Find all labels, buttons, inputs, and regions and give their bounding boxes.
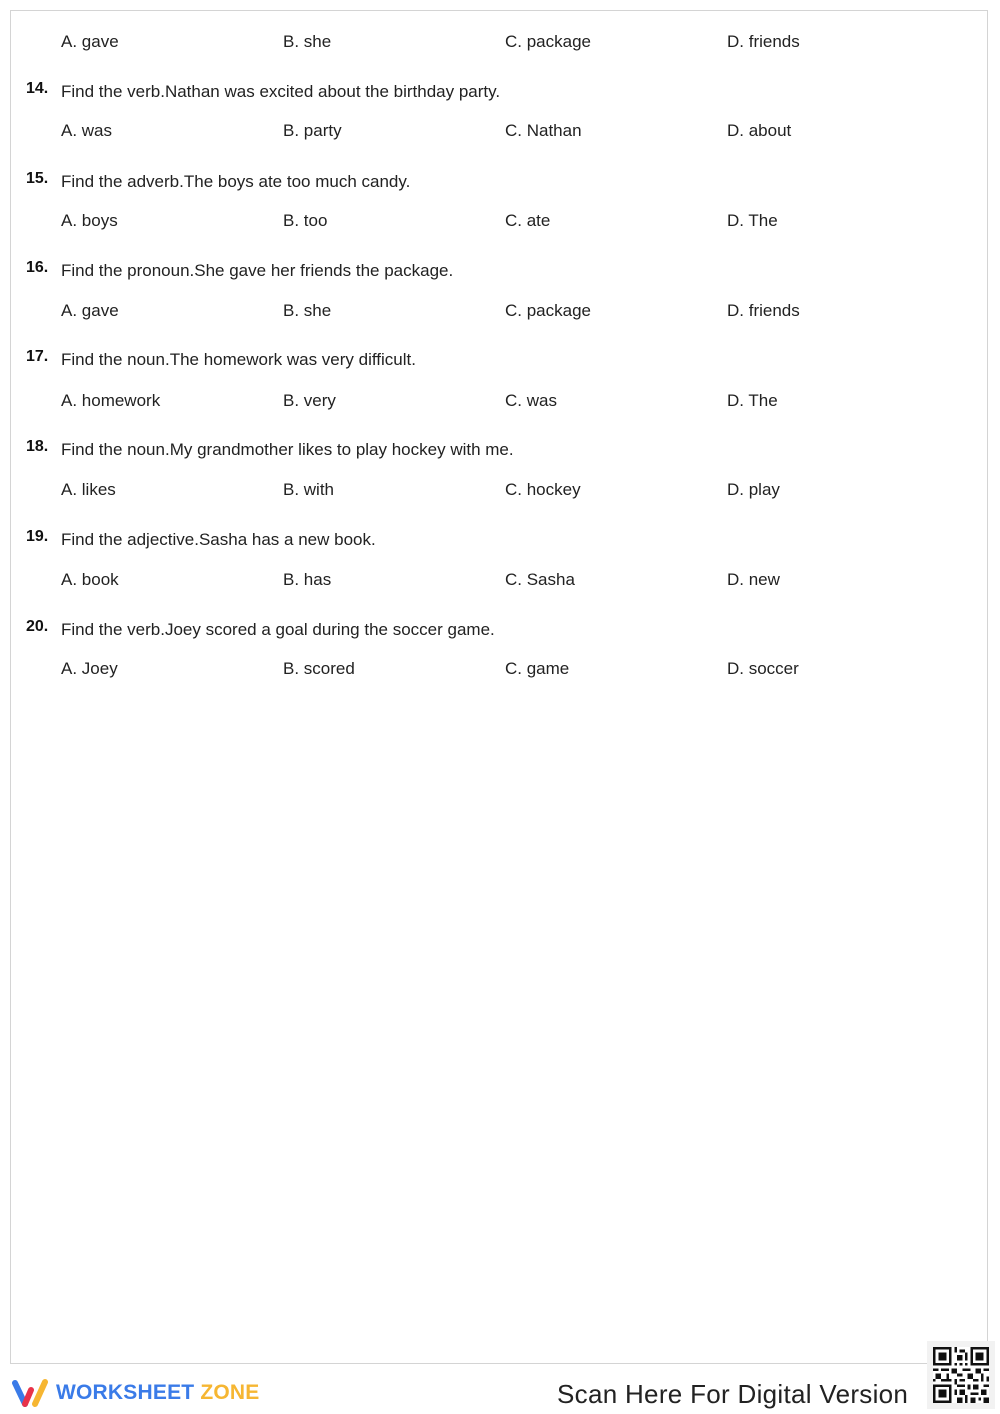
option-d: D. new bbox=[727, 570, 780, 589]
question-16 bbox=[26, 261, 966, 285]
option-c: C. hockey bbox=[505, 480, 581, 499]
option-b: B. has bbox=[283, 570, 332, 589]
option-a: A. likes bbox=[61, 480, 116, 499]
option-b: B. she bbox=[283, 301, 332, 320]
question-text: Find the adverb.The boys ate too much candy. bbox=[61, 172, 411, 191]
option-a: A. gave bbox=[61, 301, 119, 320]
option-c: C. Nathan bbox=[505, 121, 582, 140]
question-14-options bbox=[61, 121, 961, 145]
question-text: Find the verb.Joey scored a goal during the soccer game. bbox=[61, 620, 495, 639]
scan-instruction: Scan Here For Digital Version bbox=[557, 1379, 909, 1409]
question-number: 20. bbox=[26, 618, 49, 635]
question-17-options bbox=[61, 391, 961, 415]
option-d: D. The bbox=[727, 391, 778, 410]
brand-name-zone: ZONE bbox=[200, 1381, 260, 1404]
option-d: D. friends bbox=[727, 32, 800, 51]
option-d: D. The bbox=[727, 211, 778, 230]
option-b: B. scored bbox=[283, 659, 355, 678]
question-number: 15. bbox=[26, 170, 49, 187]
question-text: Find the verb.Nathan was excited about the birthday party. bbox=[61, 82, 501, 101]
brand-name-worksheet: WORKSHEET bbox=[56, 1381, 195, 1404]
option-c: C. package bbox=[505, 32, 591, 51]
option-d: D. soccer bbox=[727, 659, 799, 678]
question-text: Find the pronoun.She gave her friends the package. bbox=[61, 261, 454, 280]
worksheet-zone-logo bbox=[10, 1377, 259, 1409]
question-number: 16. bbox=[26, 259, 49, 276]
option-c: C. was bbox=[505, 391, 557, 410]
option-b: B. with bbox=[283, 480, 335, 499]
question-15-options bbox=[61, 211, 961, 235]
question-20 bbox=[26, 620, 966, 644]
question-15 bbox=[26, 172, 966, 196]
option-d: D. about bbox=[727, 121, 792, 140]
option-a: A. gave bbox=[61, 32, 119, 51]
question-text: Find the noun.The homework was very difficult. bbox=[61, 350, 416, 369]
question-number: 18. bbox=[26, 438, 49, 455]
question-19 bbox=[26, 530, 966, 554]
option-b: B. very bbox=[283, 391, 336, 410]
option-c: C. ate bbox=[505, 211, 551, 230]
carryover-options bbox=[61, 32, 961, 56]
question-text: Find the adjective.Sasha has a new book. bbox=[61, 530, 376, 549]
question-20-options bbox=[61, 659, 961, 683]
option-c: C. package bbox=[505, 301, 591, 320]
question-number: 14. bbox=[26, 80, 49, 97]
option-c: C. Sasha bbox=[505, 570, 575, 589]
option-a: A. Joey bbox=[61, 659, 118, 678]
option-d: D. play bbox=[727, 480, 780, 499]
option-a: A. homework bbox=[61, 391, 161, 410]
worksheet-zone-logo-icon bbox=[10, 1377, 52, 1409]
question-19-options bbox=[61, 570, 961, 594]
qr-code-icon[interactable] bbox=[927, 1341, 995, 1409]
option-d: D. friends bbox=[727, 301, 800, 320]
question-18 bbox=[26, 440, 966, 464]
question-14 bbox=[26, 82, 966, 106]
option-c: C. game bbox=[505, 659, 570, 678]
option-a: A. was bbox=[61, 121, 113, 140]
question-number: 19. bbox=[26, 528, 49, 545]
question-16-options bbox=[61, 301, 961, 325]
option-a: A. boys bbox=[61, 211, 118, 230]
option-b: B. she bbox=[283, 32, 332, 51]
option-b: B. party bbox=[283, 121, 342, 140]
option-b: B. too bbox=[283, 211, 328, 230]
question-18-options bbox=[61, 480, 961, 504]
question-number: 17. bbox=[26, 348, 49, 365]
question-17 bbox=[26, 350, 966, 374]
question-text: Find the noun.My grandmother likes to play hockey with me. bbox=[61, 440, 514, 459]
option-a: A. book bbox=[61, 570, 119, 589]
